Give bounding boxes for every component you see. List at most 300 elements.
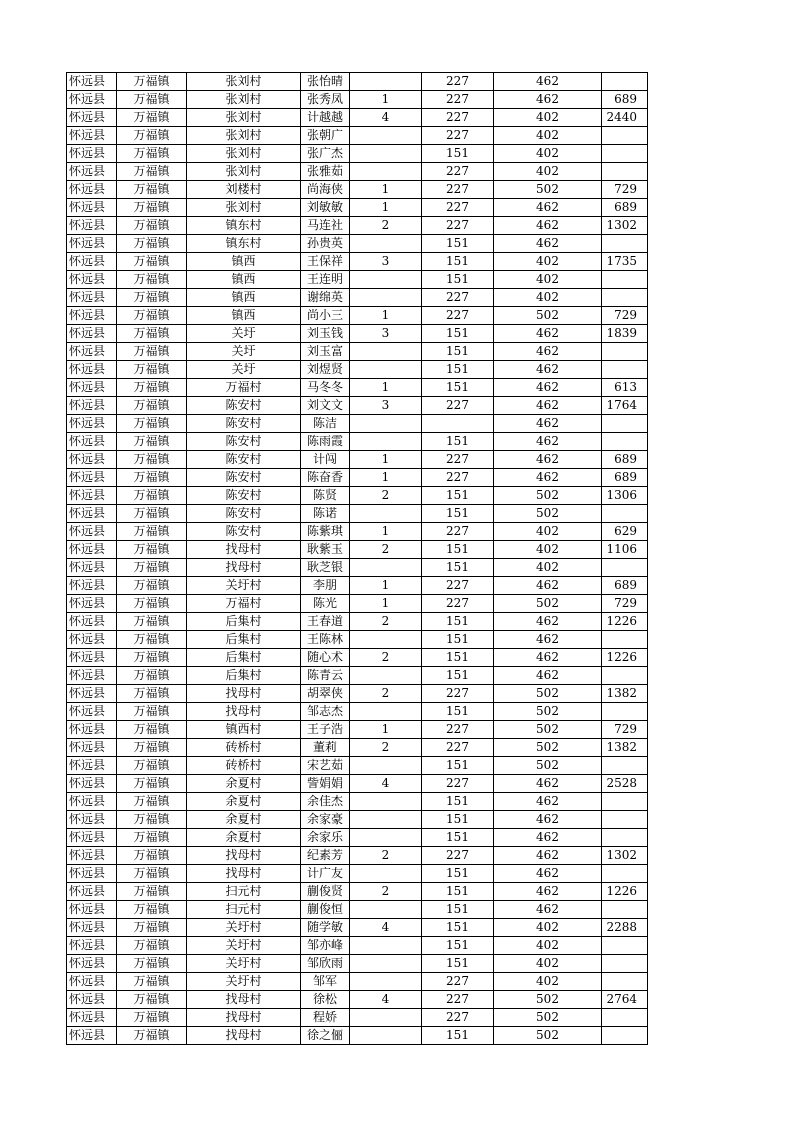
name-cell: 张广杰 — [301, 145, 350, 163]
value-a-cell: 227 — [422, 199, 494, 217]
value-b-cell: 502 — [494, 991, 602, 1009]
count-cell: 1 — [350, 307, 422, 325]
table-row — [67, 397, 648, 415]
value-b-cell: 462 — [494, 847, 602, 865]
value-b-cell: 502 — [494, 757, 602, 775]
value-b-cell: 462 — [494, 811, 602, 829]
name-cell: 程娇 — [301, 1009, 350, 1027]
count-cell: 1 — [350, 379, 422, 397]
town-cell: 万福镇 — [117, 91, 187, 109]
name-cell: 蒯俊贤 — [301, 883, 350, 901]
value-b-cell: 402 — [494, 937, 602, 955]
town-cell: 万福镇 — [117, 739, 187, 757]
county-cell: 怀远县 — [67, 361, 117, 379]
name-cell: 王春道 — [301, 613, 350, 631]
table-row — [67, 775, 648, 793]
village-cell: 关圩村 — [187, 919, 301, 937]
value-a-cell: 227 — [422, 289, 494, 307]
value-a-cell: 227 — [422, 973, 494, 991]
name-cell: 邹亦峰 — [301, 937, 350, 955]
table-row — [67, 379, 648, 397]
name-cell: 刘煜贤 — [301, 361, 350, 379]
value-b-cell: 402 — [494, 523, 602, 541]
county-cell: 怀远县 — [67, 973, 117, 991]
village-cell: 张刘村 — [187, 199, 301, 217]
count-cell: 1 — [350, 451, 422, 469]
name-cell: 王子浩 — [301, 721, 350, 739]
table-row — [67, 235, 648, 253]
table-row — [67, 919, 648, 937]
count-cell — [350, 235, 422, 253]
total-cell: 2440 — [602, 109, 648, 127]
count-cell: 2 — [350, 649, 422, 667]
count-cell — [350, 163, 422, 181]
table-row — [67, 271, 648, 289]
town-cell: 万福镇 — [117, 811, 187, 829]
county-cell: 怀远县 — [67, 325, 117, 343]
village-cell: 找母村 — [187, 1027, 301, 1045]
count-cell — [350, 559, 422, 577]
name-cell: 陈洁 — [301, 415, 350, 433]
value-b-cell: 502 — [494, 1009, 602, 1027]
name-cell: 马冬冬 — [301, 379, 350, 397]
value-a-cell: 151 — [422, 883, 494, 901]
town-cell: 万福镇 — [117, 631, 187, 649]
name-cell: 王保祥 — [301, 253, 350, 271]
table-row — [67, 163, 648, 181]
value-b-cell: 462 — [494, 325, 602, 343]
count-cell: 3 — [350, 253, 422, 271]
total-cell — [602, 631, 648, 649]
county-cell: 怀远县 — [67, 1027, 117, 1045]
value-a-cell: 227 — [422, 739, 494, 757]
table-row — [67, 199, 648, 217]
total-cell: 2288 — [602, 919, 648, 937]
table-row — [67, 559, 648, 577]
town-cell: 万福镇 — [117, 523, 187, 541]
table-row — [67, 793, 648, 811]
count-cell: 4 — [350, 991, 422, 1009]
town-cell: 万福镇 — [117, 667, 187, 685]
value-a-cell: 151 — [422, 379, 494, 397]
value-a-cell: 227 — [422, 163, 494, 181]
table-row — [67, 253, 648, 271]
value-b-cell: 462 — [494, 199, 602, 217]
table-row — [67, 451, 648, 469]
value-a-cell: 151 — [422, 703, 494, 721]
table-row — [67, 973, 648, 991]
value-a-cell: 151 — [422, 487, 494, 505]
county-cell: 怀远县 — [67, 595, 117, 613]
count-cell — [350, 433, 422, 451]
name-cell: 陈雨霞 — [301, 433, 350, 451]
value-a-cell: 227 — [422, 775, 494, 793]
total-cell — [602, 415, 648, 433]
town-cell: 万福镇 — [117, 271, 187, 289]
town-cell: 万福镇 — [117, 1009, 187, 1027]
value-a-cell: 151 — [422, 271, 494, 289]
town-cell: 万福镇 — [117, 559, 187, 577]
value-a-cell: 227 — [422, 91, 494, 109]
value-b-cell: 402 — [494, 109, 602, 127]
village-cell: 关圩 — [187, 343, 301, 361]
total-cell — [602, 937, 648, 955]
county-cell: 怀远县 — [67, 865, 117, 883]
total-cell — [602, 829, 648, 847]
total-cell — [602, 361, 648, 379]
town-cell: 万福镇 — [117, 847, 187, 865]
name-cell: 尚小三 — [301, 307, 350, 325]
value-a-cell: 151 — [422, 343, 494, 361]
count-cell — [350, 811, 422, 829]
county-cell: 怀远县 — [67, 487, 117, 505]
total-cell — [602, 901, 648, 919]
value-a-cell: 151 — [422, 757, 494, 775]
town-cell: 万福镇 — [117, 73, 187, 91]
total-cell — [602, 973, 648, 991]
data-table — [66, 72, 648, 1045]
county-cell: 怀远县 — [67, 739, 117, 757]
name-cell: 刘玉富 — [301, 343, 350, 361]
value-b-cell: 402 — [494, 541, 602, 559]
table-row — [67, 721, 648, 739]
value-a-cell: 151 — [422, 541, 494, 559]
village-cell: 陈安村 — [187, 487, 301, 505]
value-b-cell: 462 — [494, 667, 602, 685]
county-cell: 怀远县 — [67, 523, 117, 541]
town-cell: 万福镇 — [117, 883, 187, 901]
total-cell — [602, 163, 648, 181]
village-cell: 张刘村 — [187, 91, 301, 109]
count-cell — [350, 361, 422, 379]
value-a-cell: 227 — [422, 73, 494, 91]
town-cell: 万福镇 — [117, 685, 187, 703]
table-row — [67, 865, 648, 883]
count-cell — [350, 901, 422, 919]
county-cell: 怀远县 — [67, 379, 117, 397]
county-cell: 怀远县 — [67, 145, 117, 163]
total-cell — [602, 343, 648, 361]
total-cell: 1226 — [602, 613, 648, 631]
value-b-cell: 402 — [494, 145, 602, 163]
table-row — [67, 361, 648, 379]
total-cell: 1764 — [602, 397, 648, 415]
town-cell: 万福镇 — [117, 397, 187, 415]
name-cell: 李朋 — [301, 577, 350, 595]
total-cell: 613 — [602, 379, 648, 397]
count-cell — [350, 757, 422, 775]
table-row — [67, 307, 648, 325]
village-cell: 陈安村 — [187, 523, 301, 541]
count-cell — [350, 1009, 422, 1027]
count-cell — [350, 937, 422, 955]
town-cell: 万福镇 — [117, 793, 187, 811]
count-cell: 1 — [350, 199, 422, 217]
count-cell: 2 — [350, 685, 422, 703]
value-a-cell: 151 — [422, 631, 494, 649]
name-cell: 徐之俪 — [301, 1027, 350, 1045]
county-cell: 怀远县 — [67, 901, 117, 919]
value-b-cell: 462 — [494, 775, 602, 793]
count-cell — [350, 829, 422, 847]
value-b-cell: 462 — [494, 91, 602, 109]
table-row — [67, 505, 648, 523]
county-cell: 怀远县 — [67, 955, 117, 973]
count-cell — [350, 631, 422, 649]
town-cell: 万福镇 — [117, 649, 187, 667]
name-cell: 余家乐 — [301, 829, 350, 847]
count-cell: 4 — [350, 109, 422, 127]
total-cell — [602, 811, 648, 829]
value-b-cell: 462 — [494, 631, 602, 649]
town-cell: 万福镇 — [117, 163, 187, 181]
table-row — [67, 937, 648, 955]
name-cell: 蒯俊恒 — [301, 901, 350, 919]
total-cell — [602, 145, 648, 163]
village-cell: 镇西 — [187, 271, 301, 289]
county-cell: 怀远县 — [67, 415, 117, 433]
village-cell: 找母村 — [187, 1009, 301, 1027]
count-cell: 1 — [350, 577, 422, 595]
village-cell: 镇东村 — [187, 217, 301, 235]
value-b-cell: 402 — [494, 289, 602, 307]
count-cell: 2 — [350, 613, 422, 631]
town-cell: 万福镇 — [117, 901, 187, 919]
name-cell: 陈诺 — [301, 505, 350, 523]
town-cell: 万福镇 — [117, 991, 187, 1009]
table-row — [67, 703, 648, 721]
value-b-cell: 462 — [494, 379, 602, 397]
name-cell: 董莉 — [301, 739, 350, 757]
value-b-cell: 462 — [494, 829, 602, 847]
value-a-cell: 227 — [422, 595, 494, 613]
name-cell: 宋艺茹 — [301, 757, 350, 775]
town-cell: 万福镇 — [117, 919, 187, 937]
county-cell: 怀远县 — [67, 649, 117, 667]
total-cell — [602, 127, 648, 145]
village-cell: 关圩 — [187, 325, 301, 343]
town-cell: 万福镇 — [117, 343, 187, 361]
count-cell: 4 — [350, 919, 422, 937]
total-cell: 1839 — [602, 325, 648, 343]
town-cell: 万福镇 — [117, 451, 187, 469]
value-a-cell: 227 — [422, 991, 494, 1009]
value-b-cell: 502 — [494, 307, 602, 325]
village-cell: 关圩村 — [187, 937, 301, 955]
total-cell — [602, 703, 648, 721]
county-cell: 怀远县 — [67, 793, 117, 811]
village-cell: 关圩村 — [187, 955, 301, 973]
table-row — [67, 541, 648, 559]
count-cell — [350, 127, 422, 145]
village-cell: 万福村 — [187, 595, 301, 613]
table-row — [67, 325, 648, 343]
village-cell: 镇西村 — [187, 721, 301, 739]
village-cell: 扫元村 — [187, 901, 301, 919]
town-cell: 万福镇 — [117, 1027, 187, 1045]
village-cell: 余夏村 — [187, 811, 301, 829]
value-b-cell: 502 — [494, 1027, 602, 1045]
total-cell — [602, 1027, 648, 1045]
table-row — [67, 739, 648, 757]
table-row — [67, 109, 648, 127]
name-cell: 胡翠侠 — [301, 685, 350, 703]
village-cell: 张刘村 — [187, 145, 301, 163]
village-cell: 砖桥村 — [187, 757, 301, 775]
county-cell: 怀远县 — [67, 685, 117, 703]
table-row — [67, 667, 648, 685]
name-cell: 余佳杰 — [301, 793, 350, 811]
county-cell: 怀远县 — [67, 271, 117, 289]
name-cell: 陈光 — [301, 595, 350, 613]
value-b-cell: 502 — [494, 181, 602, 199]
value-a-cell: 151 — [422, 955, 494, 973]
county-cell: 怀远县 — [67, 883, 117, 901]
value-a-cell: 151 — [422, 793, 494, 811]
value-a-cell: 227 — [422, 451, 494, 469]
village-cell: 陈安村 — [187, 451, 301, 469]
count-cell — [350, 955, 422, 973]
village-cell: 余夏村 — [187, 829, 301, 847]
county-cell: 怀远县 — [67, 397, 117, 415]
town-cell: 万福镇 — [117, 505, 187, 523]
town-cell: 万福镇 — [117, 145, 187, 163]
table-row — [67, 811, 648, 829]
value-b-cell: 402 — [494, 127, 602, 145]
table-row — [67, 613, 648, 631]
table-row — [67, 577, 648, 595]
value-a-cell: 151 — [422, 667, 494, 685]
total-cell: 1226 — [602, 883, 648, 901]
value-b-cell: 462 — [494, 901, 602, 919]
village-cell: 砖桥村 — [187, 739, 301, 757]
town-cell: 万福镇 — [117, 757, 187, 775]
value-b-cell: 462 — [494, 451, 602, 469]
total-cell: 689 — [602, 451, 648, 469]
total-cell: 1382 — [602, 685, 648, 703]
value-a-cell: 227 — [422, 307, 494, 325]
village-cell: 张刘村 — [187, 163, 301, 181]
county-cell: 怀远县 — [67, 631, 117, 649]
value-b-cell: 462 — [494, 397, 602, 415]
table-row — [67, 343, 648, 361]
name-cell: 计闯 — [301, 451, 350, 469]
village-cell: 找母村 — [187, 541, 301, 559]
town-cell: 万福镇 — [117, 955, 187, 973]
value-b-cell: 502 — [494, 595, 602, 613]
value-b-cell: 462 — [494, 883, 602, 901]
value-a-cell: 151 — [422, 361, 494, 379]
town-cell: 万福镇 — [117, 253, 187, 271]
village-cell: 陈安村 — [187, 415, 301, 433]
table-row — [67, 685, 648, 703]
total-cell: 1302 — [602, 217, 648, 235]
count-cell: 4 — [350, 775, 422, 793]
county-cell: 怀远县 — [67, 811, 117, 829]
name-cell: 刘文文 — [301, 397, 350, 415]
county-cell: 怀远县 — [67, 721, 117, 739]
value-a-cell: 227 — [422, 217, 494, 235]
total-cell: 2528 — [602, 775, 648, 793]
county-cell: 怀远县 — [67, 343, 117, 361]
county-cell: 怀远县 — [67, 667, 117, 685]
town-cell: 万福镇 — [117, 721, 187, 739]
town-cell: 万福镇 — [117, 199, 187, 217]
village-cell: 余夏村 — [187, 793, 301, 811]
county-cell: 怀远县 — [67, 199, 117, 217]
count-cell — [350, 505, 422, 523]
county-cell: 怀远县 — [67, 775, 117, 793]
total-cell — [602, 235, 648, 253]
village-cell: 刘楼村 — [187, 181, 301, 199]
value-a-cell: 227 — [422, 523, 494, 541]
name-cell: 刘玉钱 — [301, 325, 350, 343]
value-a-cell: 227 — [422, 109, 494, 127]
name-cell: 訾娟娟 — [301, 775, 350, 793]
total-cell — [602, 505, 648, 523]
value-a-cell: 227 — [422, 721, 494, 739]
total-cell — [602, 865, 648, 883]
county-cell: 怀远县 — [67, 109, 117, 127]
value-b-cell: 502 — [494, 703, 602, 721]
value-b-cell: 402 — [494, 973, 602, 991]
county-cell: 怀远县 — [67, 127, 117, 145]
town-cell: 万福镇 — [117, 865, 187, 883]
town-cell: 万福镇 — [117, 235, 187, 253]
town-cell: 万福镇 — [117, 829, 187, 847]
village-cell: 镇西 — [187, 307, 301, 325]
count-cell: 2 — [350, 541, 422, 559]
value-b-cell: 502 — [494, 685, 602, 703]
value-a-cell: 151 — [422, 865, 494, 883]
table-row — [67, 757, 648, 775]
name-cell: 邹军 — [301, 973, 350, 991]
name-cell: 王陈林 — [301, 631, 350, 649]
value-b-cell: 462 — [494, 433, 602, 451]
count-cell — [350, 271, 422, 289]
county-cell: 怀远县 — [67, 703, 117, 721]
count-cell: 1 — [350, 469, 422, 487]
count-cell — [350, 415, 422, 433]
town-cell: 万福镇 — [117, 469, 187, 487]
town-cell: 万福镇 — [117, 415, 187, 433]
value-b-cell: 462 — [494, 577, 602, 595]
table-row — [67, 901, 648, 919]
value-b-cell: 402 — [494, 163, 602, 181]
table-row — [67, 631, 648, 649]
village-cell: 找母村 — [187, 991, 301, 1009]
total-cell — [602, 433, 648, 451]
table-row — [67, 847, 648, 865]
total-cell — [602, 757, 648, 775]
value-a-cell: 227 — [422, 847, 494, 865]
name-cell: 张朝广 — [301, 127, 350, 145]
name-cell: 余家豪 — [301, 811, 350, 829]
county-cell: 怀远县 — [67, 991, 117, 1009]
village-cell: 张刘村 — [187, 73, 301, 91]
town-cell: 万福镇 — [117, 973, 187, 991]
value-a-cell: 151 — [422, 559, 494, 577]
value-a-cell — [422, 415, 494, 433]
county-cell: 怀远县 — [67, 1009, 117, 1027]
name-cell: 耿紫玉 — [301, 541, 350, 559]
town-cell: 万福镇 — [117, 541, 187, 559]
county-cell: 怀远县 — [67, 577, 117, 595]
value-a-cell: 151 — [422, 829, 494, 847]
name-cell: 尚海侠 — [301, 181, 350, 199]
county-cell: 怀远县 — [67, 937, 117, 955]
village-cell: 后集村 — [187, 613, 301, 631]
